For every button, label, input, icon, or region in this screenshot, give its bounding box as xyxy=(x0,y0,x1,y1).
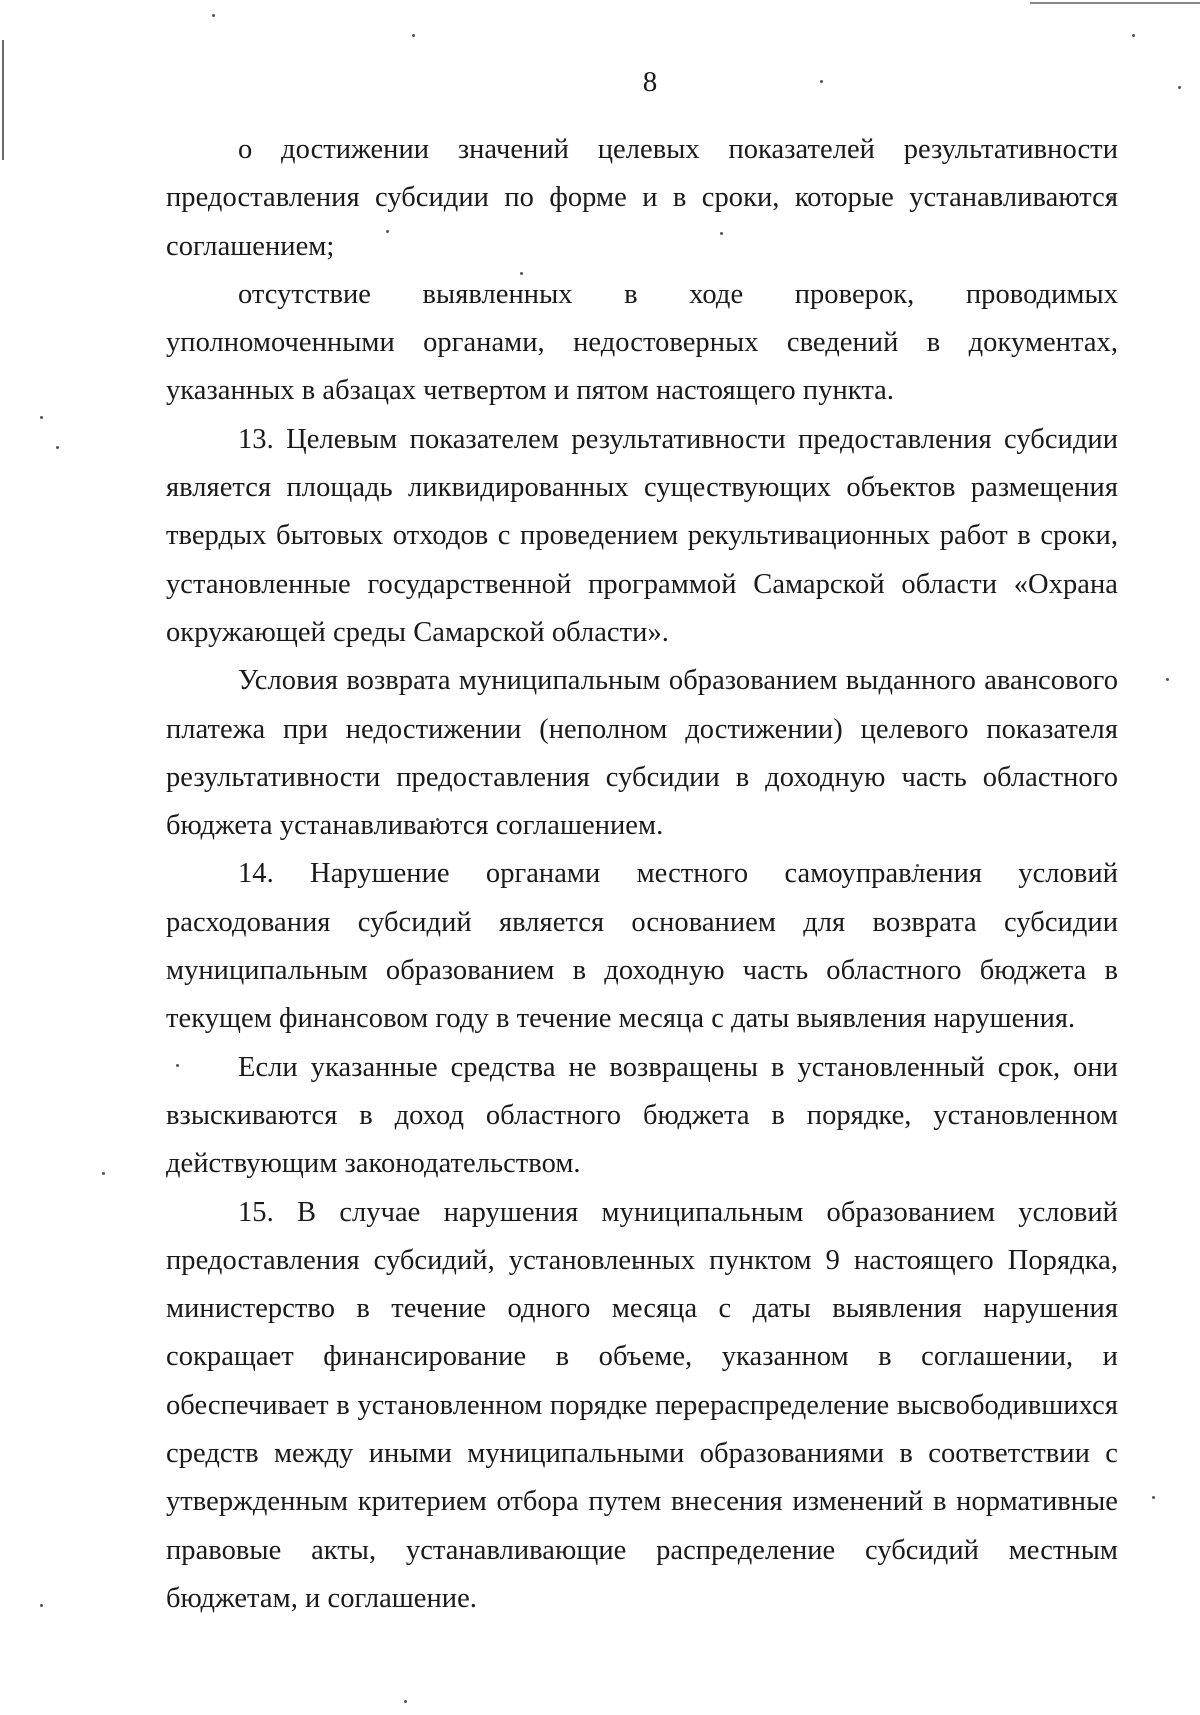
scan-edge-line xyxy=(2,40,4,160)
scan-speck xyxy=(404,1700,407,1703)
scan-speck xyxy=(40,416,43,419)
scan-speck xyxy=(102,1172,105,1175)
scan-speck xyxy=(1166,678,1169,681)
paragraph: Если указанные средства не возвращены в установленный срок, они взыскиваются в доход областного бюджета в порядке, установленном действующим законодательством. xyxy=(166,1051,1118,1180)
scan-speck xyxy=(1152,1496,1155,1499)
paragraph: 14. Нарушение органами местного самоуправления условий расходования субсидий является основанием для возврата субсидии муниципальным образованием в доходную часть областного бюджета в текущем финансовом году в течение месяца с даты выявления нарушения. xyxy=(166,858,1118,1035)
scan-speck xyxy=(40,1604,43,1607)
scan-speck xyxy=(212,14,215,17)
paragraph: Условия возврата муниципальным образованием выданного авансового платежа при недостижении (неполном достижении) целевого показателя результативности предоставления субсидии в доходную часть областного бюджета устанавливаются соглашением. xyxy=(166,665,1118,842)
paragraph: отсутствие выявленных в ходе проверок, проводимых уполномоченными органами, недостоверных сведений в документах, указанных в абзацах четвертом и пятом настоящего пункта. xyxy=(166,278,1118,407)
page-number: 8 xyxy=(642,66,658,98)
document-body xyxy=(166,126,1118,1623)
paragraph: о достижении значений целевых показателей результативности предоставления субсидии по форме и в сроки, которые устанавливаются соглашением; xyxy=(166,134,1118,262)
paragraph: 13. Целевым показателем результативности предоставления субсидии является площадь ликвидированных существующих объектов размещения твердых бытовых отходов с проведением рекультивационных работ в сроки, установленные государственной программой Самарской области «Охрана окружающей среды Самарской области». xyxy=(166,423,1118,648)
scan-speck xyxy=(56,446,59,449)
scan-speck xyxy=(1132,34,1135,37)
paragraph: 15. В случае нарушения муниципальным образованием условий предоставления субсидий, установленных пунктом 9 настоящего Порядка, министерство в течение одного месяца с даты выявления нарушения сокращает финансирование в объеме, указанном в соглашении, и обеспечивает в установленном порядке перераспределение высвободившихся средств между иными муниципальными образованиями в соответствии с утвержденным критерием отбора путем внесения изменений в нормативные правовые акты, устанавливающие распределение субсидий местным бюджетам, и соглашение. xyxy=(166,1196,1118,1614)
scan-top-rule xyxy=(1030,2,1200,4)
scan-speck xyxy=(412,34,415,37)
